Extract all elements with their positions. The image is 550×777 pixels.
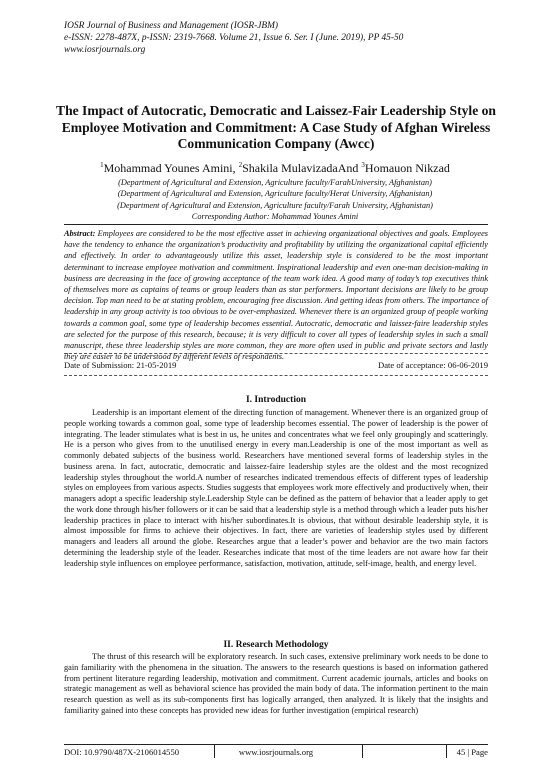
affiliations	[64, 177, 486, 222]
footer-site: www.iosrjournals.org	[238, 747, 314, 757]
section-heading-methodology: II. Research Methodology	[223, 640, 329, 650]
journal-header	[64, 20, 504, 57]
submission-date: Date of Submission: 21-05-2019	[64, 360, 177, 370]
affiliation-3: (Department of Agricultural and Extension, Agriculture faculty/Farah University, Afghanistan)	[117, 200, 433, 210]
introduction-paragraph: Leadership is an important element of the directing function of management. Whenever there is an organized group of people working towards a common goal, some type of leadership becomes essential. The power of leadership is the power of integrating. The leader stimulates what is best in us, he unites and concentrates what we feel only groupingly and scatteringly. He is a person who gives from to the unutilised energy in every man.Leadership is one of the most important as well as commonly debated subjects of the business world. Researchers have mentioned several forms of leadership styles in the business arena. In fact, autocratic, democratic and laissez-faire leadership styles are the oldest and the most recognized leadership styles throughout the world.A number of researches indicated tremendous effects of different types of leadership styles on employees from various aspects. Studies suggests that employees work more effectively and productively when, their managers adopt a specific leadership style.Leadership Style can be defined as the pattern of behavior that a leader apply to get the work done through his/her followers or it can be said that a leadership style is a method through which a leader puts his/her leadership practices in place to interact with his/her subordinates.It is obvious, that without desirable leadership style, it is almost impossible for firms to achieve their objectives. In fact, there are varieties of leadership styles used by different managers and leaders all around the globe. Researches argue that a leader’s power and behavior are the two main factors determining the leadership style of the leader. Researches indicate that most of the time leaders are not aware how far their leadership style influences on employee performance, satisfaction, motivation, attitude, self-image, health, and energy level.	[64, 408, 488, 568]
section-heading-introduction: I. Introduction	[245, 395, 306, 405]
footer-separator-mid	[362, 745, 363, 758]
section-introduction	[64, 408, 488, 569]
footer-separator-left	[214, 745, 215, 758]
journal-name: IOSR Journal of Business and Management (IOSR-JBM)	[64, 21, 279, 31]
author-2-index: 2	[238, 161, 243, 169]
footer-rule	[64, 744, 488, 745]
footer-page: 45 | Page	[456, 747, 488, 757]
author-list	[64, 158, 486, 175]
abstract-section	[64, 224, 488, 362]
author-2: Shakila MulavizadaAnd	[242, 161, 362, 175]
abstract-text: Employees are considered to be the most effective asset in achieving organizational objectives and goals. Employees have the tendency to enhance the organization’s productivity and profitability by utilizing the organizational capital efficiently and effectively. In order to advantageously utilize this asset, leadership style is considered to be the most important determinant to increase employee motivation and commitment. Inspirational leadership and even one-man decision-making in business are decreasing in the face of growing acceptance of the team work idea. A good many of today’s top executives think of themselves more as captains of teams or group leaders than as star performers. Important decisions are likely to be group decision. Top man need to be at stating problem, encouraging free discussion. And getting ideas from others. The importance of leadership in any group activity is too obvious to be over-emphasized. Whenever there is an organized group of people working towards a common goal, some type of leadership becomes essential. Autocratic, democratic and laissez-faire leadership styles are selected for the purpose of this research, because; it is very difficult to cover all types of leadership styles in such a small manuscript, these three leadership styles are more common, they are more often used in public and private sectors and lastly they are easier to be understood by different levels of respondents.	[64, 229, 488, 362]
dashed-divider-top	[64, 353, 488, 354]
methodology-paragraph: The thrust of this research will be exploratory research. In such cases, extensive preliminary work needs to be done to gain familiarity with the phenomena in the situation. The answers to the research questions is based on information gathered from pertinent literature regarding leadership, motivation and commitment. Current academic journals, articles and books on strategic management as well as behavioral science has provided the main body of data. The information pertinent to the main research question as well as its sub-components first has logically arranged, then analyzed. It is likely that the insights and familiarity gained into these concepts has provided new ideas for further investigation (empirical research)	[64, 652, 488, 715]
affiliation-1: (Department of Agricultural and Extension, Agriculture faculty/FarahUniversity, Afghanistan)	[118, 178, 432, 187]
abstract-label: Abstract:	[64, 229, 96, 238]
author-3: Homauon Nikzad	[364, 161, 450, 175]
corresponding-author: Corresponding Author: Mohammad Younes Amini	[191, 211, 359, 221]
abstract-paragraph	[64, 228, 488, 362]
paper-title: The Impact of Autocratic, Democratic and Laissez-Fair Leadership Style on Employee Motivation and Commitment: A Case Study of Afghan Wireless Communication Company (Awcc)	[56, 103, 496, 151]
footer-separator-right	[446, 745, 447, 758]
journal-issn: e-ISSN: 2278-487X, p-ISSN: 2319-7668. Volume 21, Issue 6. Ser. I (June. 2019), PP 45-50	[64, 33, 404, 44]
author-1: Mohammad Younes Amini,	[103, 161, 239, 175]
author-1-index: 1	[100, 161, 104, 169]
footer-doi: DOI: 10.9790/487X-2106014550	[64, 747, 180, 757]
author-3-index: 3	[361, 161, 365, 169]
section-methodology	[64, 652, 488, 717]
affiliation-2: (Department of Agricultural and Extension, Agriculture faculty/Herat University, Afghanistan)	[117, 189, 433, 199]
journal-site: www.iosrjournals.org	[64, 45, 146, 56]
acceptance-date: Date of acceptance: 06-06-2019	[378, 360, 488, 370]
dashed-divider-bottom	[64, 375, 488, 376]
